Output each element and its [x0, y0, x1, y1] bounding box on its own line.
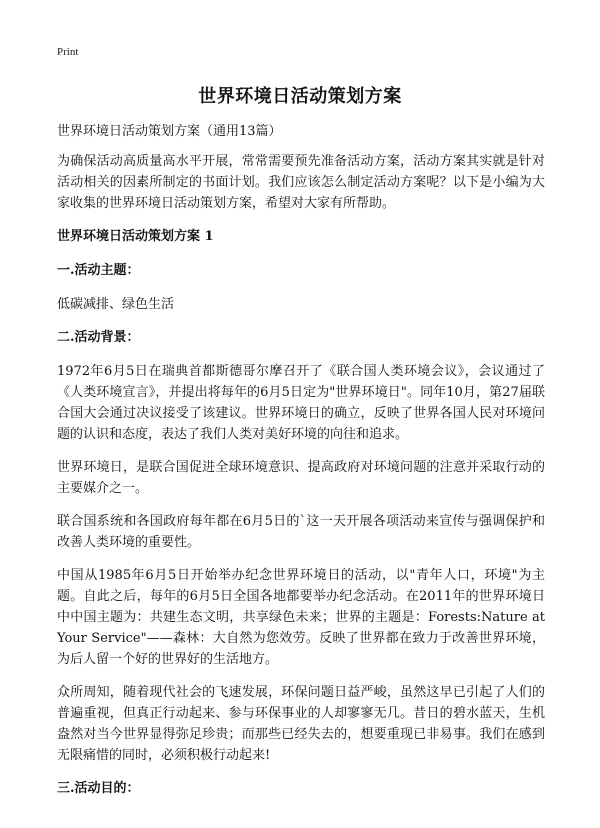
purpose-heading: 三.活动目的：	[57, 781, 140, 796]
page-title: 世界环境日活动策划方案	[198, 86, 402, 107]
theme-text: 低碳减排、绿色生活	[57, 297, 175, 312]
background-paragraph: 世界环境日，是联合国促进全球环境意识、提高政府对环境问题的注意并采取行动的主要媒介之一。	[57, 460, 545, 496]
print-link[interactable]: Print	[57, 46, 79, 58]
background-paragraph: 联合国系统和各国政府每年都在6月5日的`这一天开展各项活动来宣传与强调保护和改善人类环境的重要性。	[57, 514, 545, 550]
background-paragraph: 1972年6月5日在瑞典首都斯德哥尔摩召开了《联合国人类环境会议》，会议通过了《人类环境宣言》，并提出将每年的6月5日定为"世界环境日"。同年10月，第27届联合国大会通过决议接受了该建议。世界环境日的确立，反映了世界各国人民对环境问题的认识和态度，表达了我们人类对美好环境的向往和追求。	[57, 364, 545, 442]
background-paragraph: 中国从1985年6月5日开始举办纪念世界环境日的活动，以"青年人口，环境"为主题。自此之后，每年的6月5日全国各地都要举办纪念活动。在2011年的世界环境日中中国主题为：共建生态文明，共享绿色未来；世界的主题是：Forests:Nature at Your Service"——森林：大自然为您效劳。反映了世界都在致力于改善世界环境，为后人留一个好的世界好的生活地方。	[57, 568, 545, 667]
background-paragraph: 众所周知，随着现代社会的飞速发展，环保问题日益严峻，虽然这早已引起了人们的普遍重视，但真正行动起来、参与环保事业的人却寥寥无几。昔日的碧水蓝天，生机盎然对当今世界显得弥足珍贵；而那些已经失去的，想要重现已非易事。我们在感到无限痛惜的同时，必须积极行动起来!	[57, 685, 545, 763]
document-subtitle: 世界环境日活动策划方案（通用13篇）	[57, 124, 282, 139]
section-heading: 世界环境日活动策划方案 1	[57, 229, 214, 244]
document-body	[57, 121, 545, 812]
intro-paragraph: 为确保活动高质量高水平开展，常常需要预先准备活动方案，活动方案其实就是针对活动相关的因素所制定的书面计划。我们应该怎么制定活动方案呢？以下是小编为大家收集的世界环境日活动策划方案，希望对大家有所帮助。	[57, 154, 545, 211]
background-heading: 二.活动背景：	[57, 330, 140, 345]
theme-heading: 一.活动主题：	[57, 263, 140, 278]
